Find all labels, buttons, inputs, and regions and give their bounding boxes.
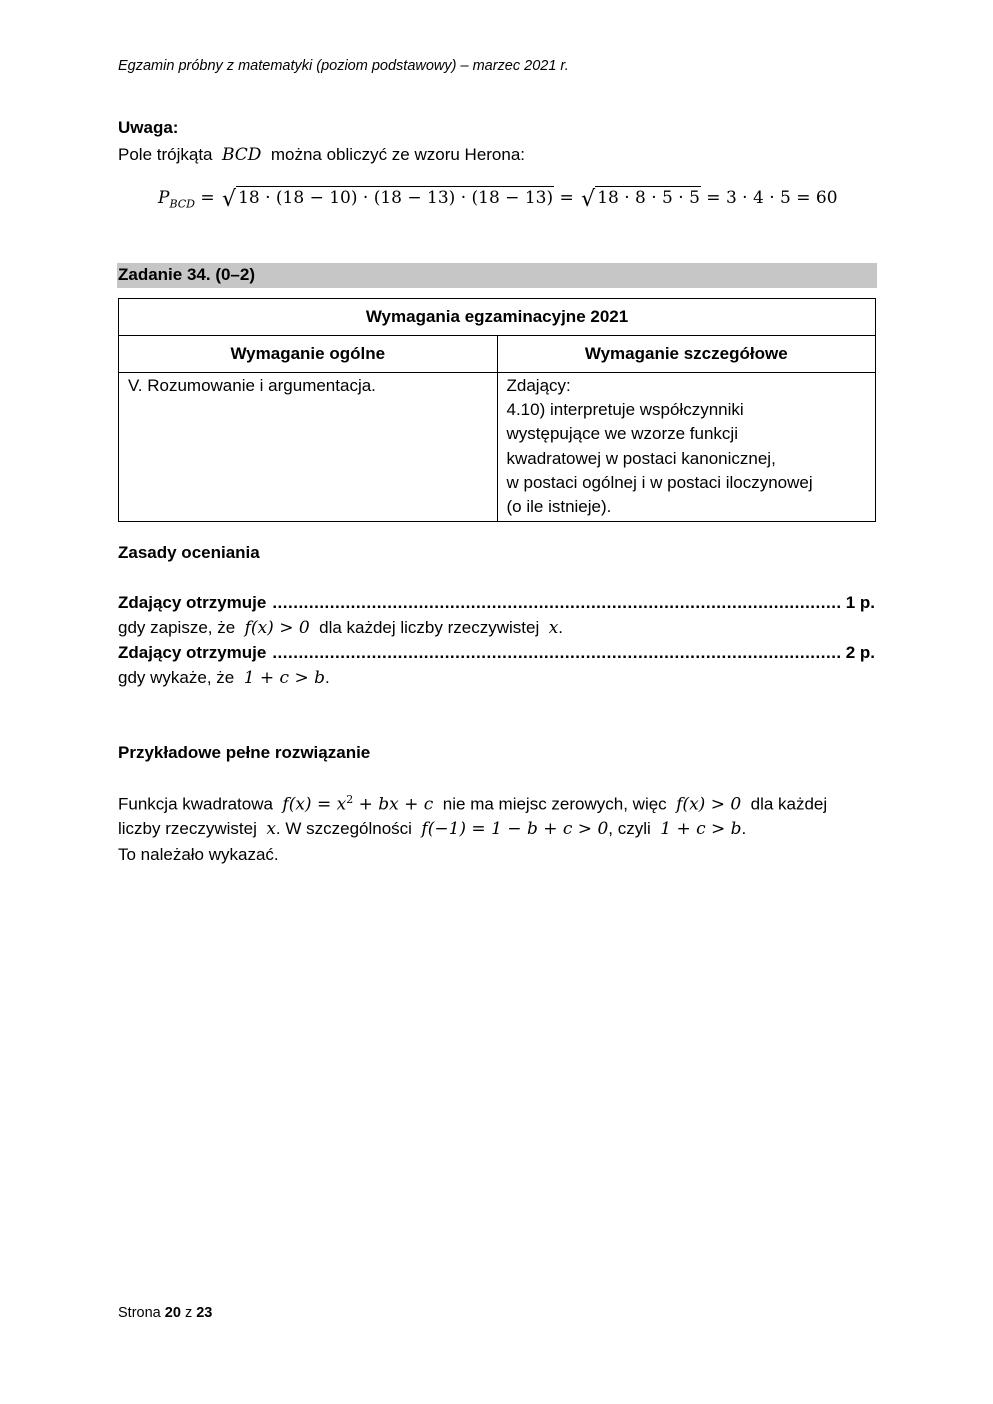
page-footer: Strona 20 z 23 xyxy=(118,1305,213,1321)
requirements-caption: Wymagania egzaminacyjne 2021 xyxy=(119,299,876,336)
score-line-1: Zdający otrzymuje ..... 1 p. xyxy=(118,593,875,613)
task-title-bar: Zadanie 34. (0–2) xyxy=(117,263,877,288)
detailed-requirement: Zdający: 4.10) interpretuje współczynniki występujące we wzorze funkcji kwadratowej w postaci kanonicznej, w postaci ogólnej i w postaci iloczynowej (o ile istnieje). xyxy=(497,373,876,522)
note-text: Pole trójkąta BCD można obliczyć ze wzoru Herona: xyxy=(118,145,526,165)
scoring-title: Zasady oceniania xyxy=(118,543,260,562)
score-desc-1: gdy zapisze, że f(x) > 0 dla każdej liczby rzeczywistej x. xyxy=(118,618,564,638)
column-header-detailed: Wymaganie szczegółowe xyxy=(497,336,876,373)
page-number: 20 xyxy=(164,1305,181,1321)
page-header: Egzamin próbny z matematyki (poziom podstawowy) – marzec 2021 r. xyxy=(118,58,569,74)
heron-formula: $P_{BCD}$ = √ 18 · (18 − 10) · (18 − 13) · (18 − 13) = √ 18 · 8 · 5 · 5 = 3 · 4 · 5 = 60 xyxy=(158,187,838,212)
solution-title: Przykładowe pełne rozwiązanie xyxy=(118,743,371,762)
score-desc-2: gdy wykaże, że 1 + c > b. xyxy=(118,668,330,688)
column-header-general: Wymaganie ogólne xyxy=(119,336,498,373)
page-total: 23 xyxy=(196,1305,213,1321)
score-line-2: Zdający otrzymuje ..... 2 p. xyxy=(118,643,875,663)
requirements-table xyxy=(118,298,876,522)
solution-line-1: Funkcja kwadratowa $f(x) = x^2$ + bx + c nie ma miejsc zerowych, więc f(x) > 0 dla każdej xyxy=(118,793,828,815)
solution-line-2: liczby rzeczywistej x. W szczególności f(−1) = 1 − b + c > 0, czyli 1 + c > b. xyxy=(118,819,747,839)
general-requirement: V. Rozumowanie i argumentacja. xyxy=(119,373,498,522)
solution-line-3: To należało wykazać. xyxy=(118,845,279,864)
note-title: Uwaga: xyxy=(118,118,179,137)
